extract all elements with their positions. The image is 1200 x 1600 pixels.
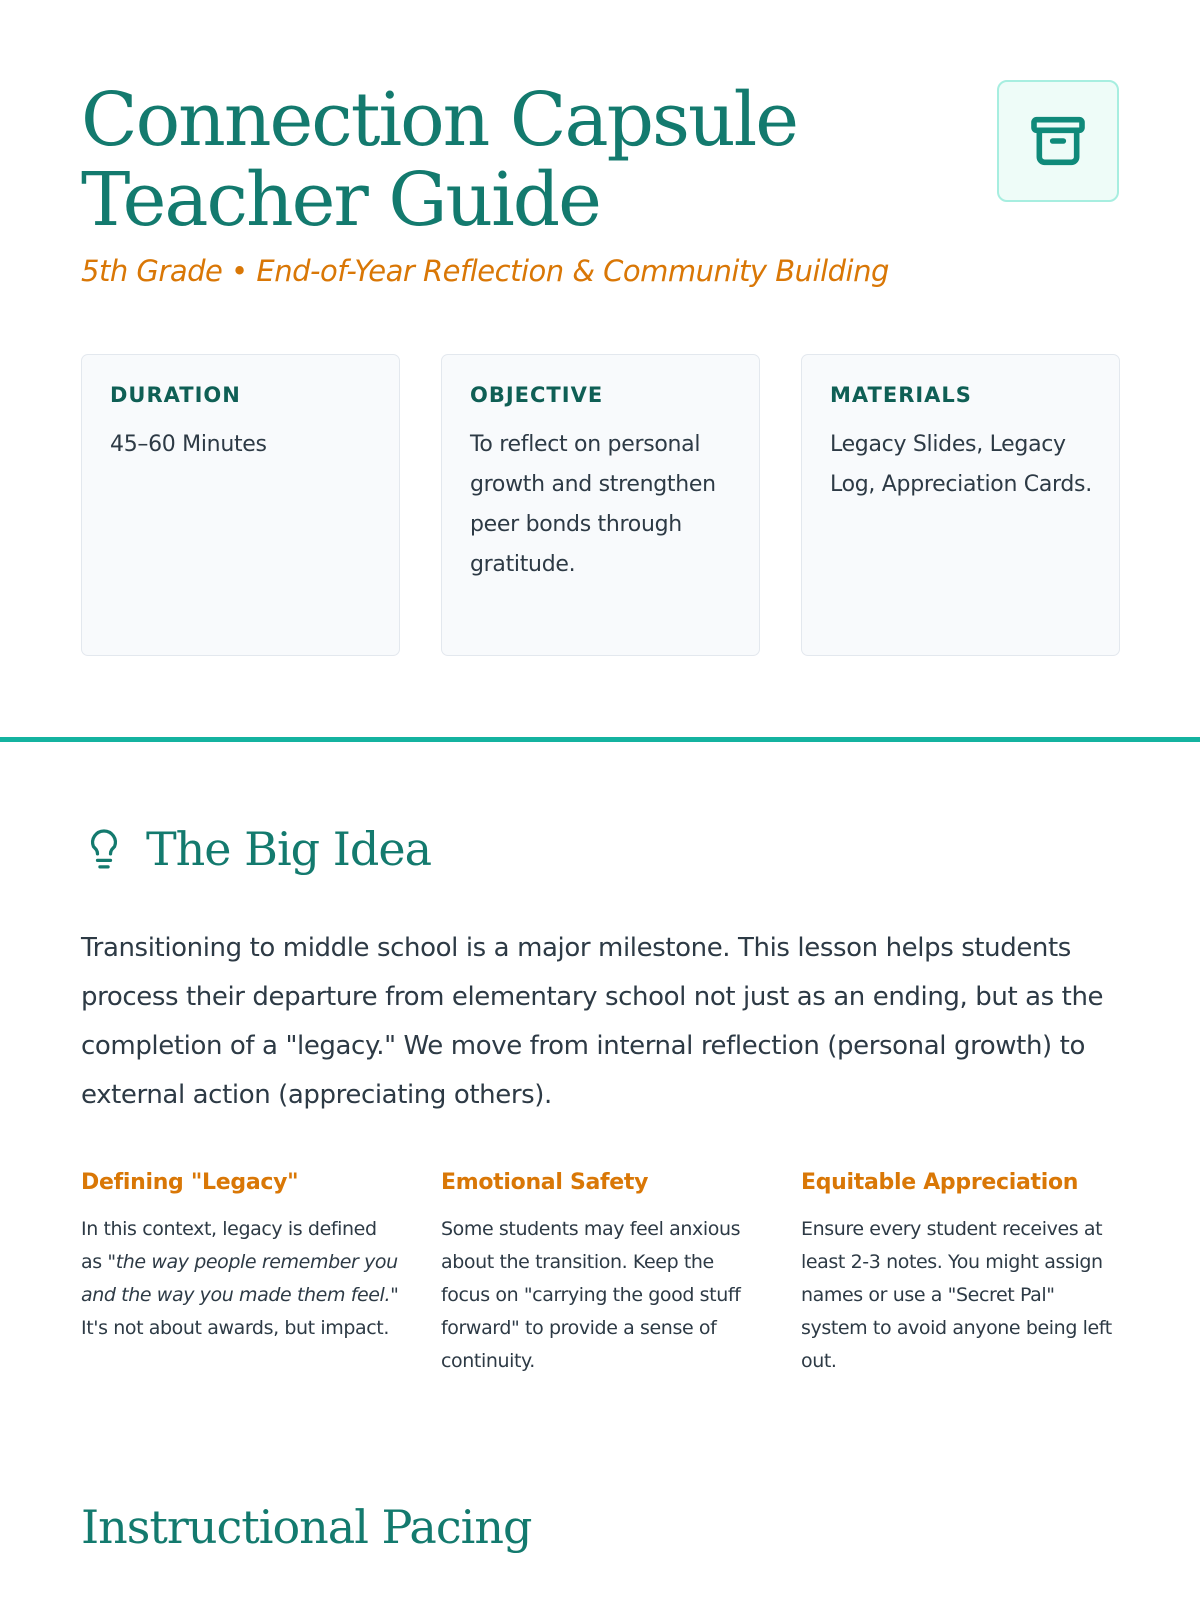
- materials-card: [801, 354, 1120, 656]
- concept-body-text: In this context, legacy is defined as: [81, 1218, 377, 1273]
- concept-title: Equitable Appreciation: [801, 1170, 1079, 1195]
- concept-body: Some students may feel anxious about the transition. Keep the focus on "carrying the good stuff forward" to provide a sense of continuity.: [441, 1218, 741, 1372]
- overview-cards: [81, 354, 1120, 656]
- card-label: MATERIALS: [830, 383, 972, 407]
- card-value: 45–60 Minutes: [110, 432, 267, 457]
- concept-quote: "the way people remember you and the way you made them feel.": [81, 1251, 399, 1306]
- section-divider: [0, 737, 1200, 742]
- objective-card: [441, 354, 760, 656]
- concept-legacy: [81, 1170, 399, 1345]
- concept-body-text: It's not about awards, but impact.: [81, 1317, 389, 1339]
- duration-card: [81, 354, 400, 656]
- concept-title: Defining "Legacy": [81, 1170, 299, 1195]
- card-label: DURATION: [110, 383, 241, 407]
- pacing-heading: Instructional Pacing: [81, 1500, 532, 1554]
- title-line-2: Teacher Guide: [81, 157, 600, 243]
- title-line-1: Connection Capsule: [81, 77, 798, 163]
- page-subtitle: 5th Grade • End-of-Year Reflection & Community Building: [81, 254, 889, 288]
- section-heading: The Big Idea: [146, 822, 432, 876]
- concept-title: Emotional Safety: [441, 1170, 649, 1195]
- logo-badge: [997, 80, 1119, 202]
- big-idea-intro: Transitioning to middle school is a major milestone. This lesson helps students process their departure from elementary school not just as an ending, but as the completion of a "legacy." We move from internal reflection (personal growth) to external action (appreciating others).: [81, 933, 1104, 1110]
- card-value: To reflect on personal growth and strengthen peer bonds through gratitude.: [470, 432, 716, 577]
- big-idea-heading: [84, 822, 431, 876]
- concept-equitable-appreciation: [801, 1170, 1119, 1378]
- card-label: OBJECTIVE: [470, 383, 604, 407]
- card-value: Legacy Slides, Legacy Log, Appreciation Cards.: [830, 432, 1092, 497]
- lightbulb-icon: [84, 823, 124, 875]
- concept-body: [81, 1213, 399, 1345]
- concept-emotional-safety: [441, 1170, 759, 1378]
- concept-body: Ensure every student receives at least 2-3 notes. You might assign names or use a "Secret Pal" system to avoid anyone being left out.: [801, 1218, 1112, 1372]
- archive-box-icon: [1026, 109, 1090, 173]
- page-title: [81, 77, 1121, 243]
- header: [81, 77, 1121, 288]
